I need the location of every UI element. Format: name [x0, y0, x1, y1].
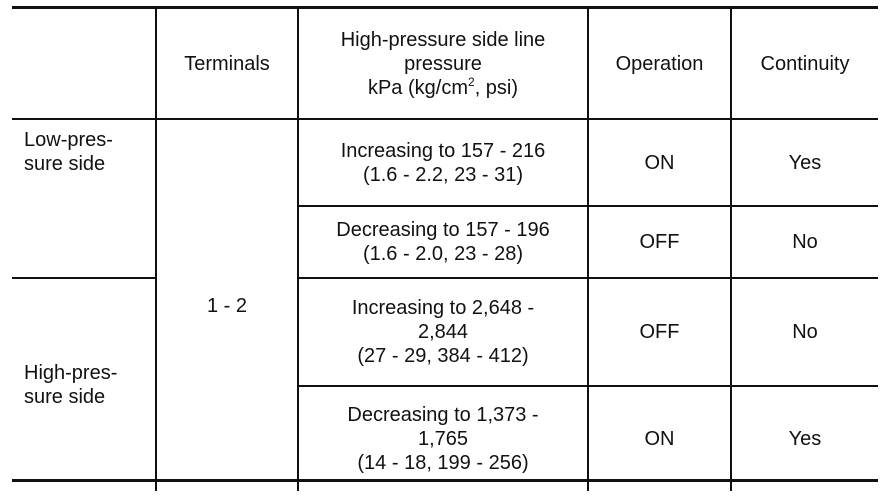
pressure-line: Decreasing to 1,373 - — [347, 404, 539, 426]
header-pressure-unit-sup: 2 — [468, 74, 475, 89]
low-side-line1: Low-pres- — [24, 129, 113, 151]
operation-cell: ON — [588, 119, 731, 206]
pressure-line: Decreasing to 157 - 196 — [336, 219, 550, 241]
continuity-cell: Yes — [731, 386, 878, 491]
pressure-line: 2,844 — [417, 321, 469, 343]
continuity-cell: No — [731, 278, 878, 386]
header-pressure-unit-post: , psi) — [474, 76, 519, 99]
pressure-line: (1.6 - 2.0, 23 - 28) — [362, 243, 524, 265]
continuity-cell: Yes — [731, 119, 878, 206]
header-pressure — [298, 9, 588, 119]
table-bottom-rule — [12, 479, 878, 482]
pressure-switch-table — [12, 9, 878, 491]
header-pressure-line1: High-pressure side line — [340, 28, 546, 51]
header-row — [12, 9, 878, 119]
table-row — [12, 278, 878, 386]
pressure-cell — [298, 119, 588, 206]
header-operation: Operation — [588, 9, 731, 119]
pressure-line: (14 - 18, 199 - 256) — [357, 452, 529, 474]
header-terminals: Terminals — [156, 9, 298, 119]
pressure-cell — [298, 386, 588, 491]
low-pressure-side-cell — [12, 119, 156, 278]
pressure-line: Increasing to 2,648 - — [351, 297, 535, 319]
continuity-cell: No — [731, 206, 878, 278]
header-pressure-unit-pre: kPa (kg/cm — [367, 76, 468, 99]
high-side-line1: High-pres- — [24, 362, 118, 384]
operation-cell: OFF — [588, 206, 731, 278]
header-pressure-line2: pressure — [404, 52, 482, 75]
high-pressure-side-cell — [12, 278, 156, 491]
operation-cell: ON — [588, 386, 731, 491]
pressure-line: (27 - 29, 384 - 412) — [357, 345, 529, 367]
header-continuity: Continuity — [731, 9, 878, 119]
terminals-value-cell: 1 - 2 — [156, 119, 298, 491]
pressure-line: Increasing to 157 - 216 — [340, 139, 546, 162]
pressure-cell — [298, 206, 588, 278]
table-row — [12, 119, 878, 206]
operation-cell: OFF — [588, 278, 731, 386]
header-blank-cell — [12, 9, 156, 119]
header-pressure-line3 — [299, 76, 587, 100]
low-side-line2: sure side — [24, 153, 106, 175]
pressure-line: (1.6 - 2.2, 23 - 31) — [362, 163, 524, 186]
pressure-cell — [298, 278, 588, 386]
pressure-line: 1,765 — [417, 428, 469, 450]
high-side-line2: sure side — [24, 386, 106, 408]
